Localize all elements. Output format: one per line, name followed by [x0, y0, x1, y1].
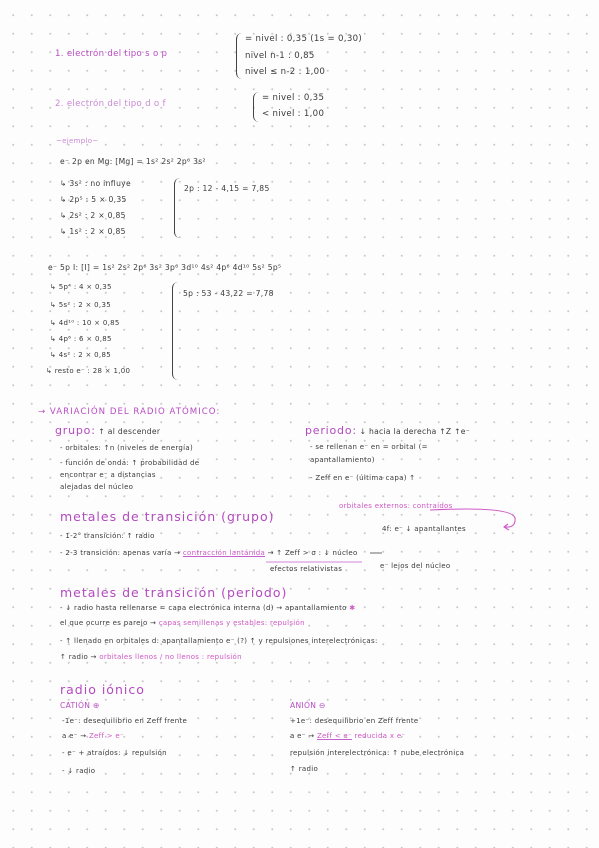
rule2-item: = nivel : 0,35 [262, 93, 325, 103]
electrons-far-from-nucleus: e⁻ lejos del núcleo [380, 562, 451, 570]
anion-zeff: Zeff < e⁻ [316, 732, 353, 740]
ionic-title: radio iónico [60, 682, 145, 697]
rule1-label: 1. electrón del tipo s o p [55, 49, 168, 59]
transition-group-note-top: orbitales externos: contraídos [339, 502, 453, 510]
period-item: - Zeff en e⁻ (última capa) ↑ [310, 474, 416, 482]
period-item: apantallamiento) [310, 456, 375, 464]
group-title: grupo: [55, 424, 96, 437]
cation-item: - ↓ radio [62, 767, 96, 775]
transition-period-line2-c: orbitales llenos / no llenos : repulsión [99, 653, 242, 661]
example1-item: ↳ 2p⁵ : 5 × 0,35 [60, 195, 127, 204]
example1-result: 2p : 12 - 4,15 = 7,85 [184, 184, 270, 193]
rule1-item: nivel n-1 : 0,85 [245, 51, 315, 61]
transition-period-line1-c: capas semillenas y estables: repulsión [158, 619, 305, 627]
period-title: periodo: [305, 424, 357, 437]
example1-item: ↳ 3s² : no influye [60, 179, 131, 188]
cation-item: - e⁻ + atraídos: ↓ repulsión [62, 749, 167, 757]
variation-heading: → VARIACIÓN DEL RADIO ATÓMICO: [38, 407, 221, 417]
example2-item: ↳ 4d¹⁰ : 10 × 0,85 [50, 319, 120, 327]
anion-item: a e⁻ → [290, 732, 315, 740]
example1-item: ↳ 1s² : 2 × 0,85 [60, 227, 126, 236]
example2-item: ↳ 5p⁴ : 4 × 0,35 [50, 283, 112, 291]
anion-item: +1e⁻: desequilibrio en Zeff frente [290, 717, 419, 725]
transition-period-line2: - ↑ llenado en orbitales d: apantallamiento e⁻ (?) ↑ y repulsiones interelectrónicas: [60, 637, 378, 645]
example-heading: ~ejemplo~ [56, 137, 99, 145]
example2-item: ↳ 4s² : 2 × 0,85 [50, 351, 111, 359]
anion-item: repulsión interelectrónica: ↑ nube electrónica [290, 749, 465, 757]
rule1-item: = nivel : 0,35 (1s = 0,30) [245, 34, 363, 44]
period-title-tail: ↓ hacia la derecha ↑Z ↑e⁻ [356, 427, 471, 436]
transition-group-note-right: 4f: e⁻ ↓ apantallantes [382, 525, 466, 533]
transition-period-line1-b: el que ocurre es parejo → [60, 619, 157, 627]
transition-group-title: metales de transición (grupo) [60, 509, 275, 524]
example1-title: e⁻ 2p en Mg: [Mg] = 1s² 2s² 2p⁶ 3s² [60, 157, 206, 166]
group-item: encontrar e⁻ a distancias [60, 471, 156, 479]
group-title-tail: ↑ al descender [95, 427, 161, 436]
star-mark: ✱ [349, 604, 356, 612]
period-item: - se rellenan e⁻ en = orbital (= [310, 443, 428, 451]
transition-period-title: metales de transición (periodo) [60, 585, 288, 600]
cation-item: a e⁻ → [62, 732, 87, 740]
transition-period-line2-b: ↑ radio → [60, 653, 97, 661]
lanthanide-contraction: contracción lantánida [182, 549, 266, 557]
rule2-label: 2. electrón del tipo d o f [55, 99, 166, 109]
relativistic-effects: efectos relativistas [270, 565, 343, 573]
example2-item: ↳ 4p⁶ : 6 × 0,85 [50, 335, 112, 343]
rule2-item: < nivel : 1,00 [262, 109, 325, 119]
example2-item: ↳ resto e⁻ : 28 × 1,00 [46, 367, 131, 375]
transition-group-line: - 1-2° transición: ↑ radio [60, 532, 155, 540]
transition-period-line1-a: - ↓ radio hasta rellenarse = capa electrónica interna (d) → apantallamiento [60, 604, 347, 612]
cation-item: -1e⁻: desequilibrio en Zeff frente [62, 717, 188, 725]
example2-result: 5p : 53 - 43,22 = 7,78 [183, 289, 274, 298]
cation-title: CATIÓN ⊕ [60, 701, 100, 710]
transition-group-line2-a: - 2-3 transición: apenas varía → [60, 549, 181, 557]
anion-reduced: reducida x e⁻ [354, 732, 406, 740]
example2-item: ↳ 5s² : 2 × 0,35 [50, 301, 111, 309]
anion-item: ↑ radio [290, 765, 319, 773]
example1-item: ↳ 2s² : 2 × 0,85 [60, 211, 126, 220]
example2-title: e⁻ 5p I: [I] = 1s² 2s² 2p⁶ 3s² 3p⁶ 3d¹⁰ 4s² 4p⁶ 4d¹⁰ 5s² 5p⁵ [48, 263, 282, 272]
group-item: - orbitales: ↑n (niveles de energía) [60, 444, 194, 452]
rule1-item: nivel ≤ n-2 : 1,00 [245, 67, 326, 77]
cation-zeff: Zeff > e⁻ [88, 732, 125, 740]
group-item: alejadas del núcleo [60, 483, 134, 491]
transition-group-line2-c: → ↑ Zeff > σ : ↓ núcleo [267, 549, 358, 557]
curved-arrow-icon [430, 509, 515, 527]
group-item: - función de onda: ↑ probabilidad de [60, 459, 200, 467]
anion-title: ANIÓN ⊖ [290, 701, 326, 710]
